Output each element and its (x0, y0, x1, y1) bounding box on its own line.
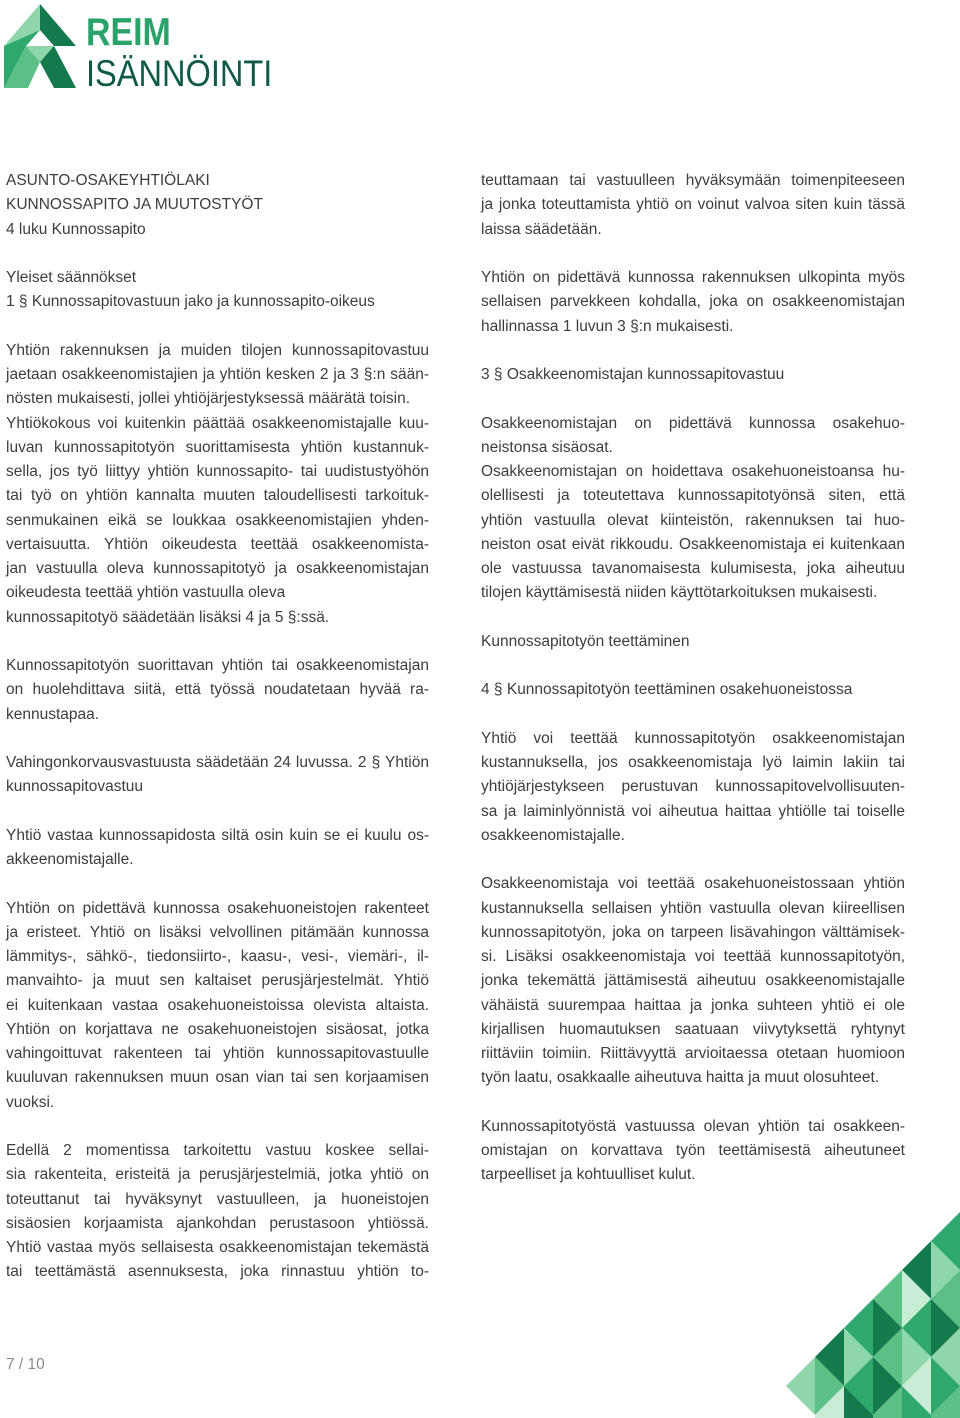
text-line: kustannuksella sellaisen yhtiön vastuulla olevan kiireellisen (481, 899, 905, 917)
text-line: tai työ on yhtiön kannalta muuten taloudellisesti tarkoituk- (6, 487, 429, 505)
text-line: 3 § Osakkeenomistajan kunnossapitovastuu (481, 366, 785, 383)
paragraph (6, 169, 429, 193)
text-line: toteuttanut tai hyväksynyt vastuulleen, ja huoneistojen (6, 1190, 429, 1208)
paragraph (6, 897, 429, 1115)
text-line: oikeudesta teettää yhtiön vastuulla oleva (6, 584, 286, 602)
text-block (6, 1139, 429, 1285)
text-line: ja eristeet. Yhtiö on lisäksi velvollinen pitämään kunnossa (6, 923, 429, 941)
text-line: neiston osat eivät rikkoudu. Osakkeenomistaja ei kuitenkaan (481, 535, 905, 553)
paragraph (481, 1115, 905, 1188)
text-line: tai teettämästä asennuksesta, joka rinnastuu yhtiön to- (6, 1263, 429, 1281)
text-block (481, 1115, 905, 1188)
paragraph (481, 630, 905, 654)
paragraph (481, 872, 905, 1090)
paragraph (481, 412, 905, 461)
text-line: Yhtiön rakennuksen ja muiden tilojen kunnossapitovastuu (6, 341, 429, 359)
text-line: Yhtiön on pidettävä kunnossa rakennuksen ulkopinta myös (481, 269, 905, 286)
text-line: Vahingonkorvausvastuusta säädetään 24 luvussa. 2 § Yhtiön (6, 754, 429, 771)
text-line: kirjallisen huomautuksen saatuaan viivytyksettä ryhtynyt (481, 1020, 905, 1038)
reim-logo-icon (4, 4, 76, 88)
text-block (481, 678, 905, 702)
text-block (481, 169, 905, 242)
text-line: Yleiset säännökset (6, 269, 137, 286)
text-line: akkeenomistajalle. (6, 851, 134, 868)
text-line: jonka tekemättä jättämisestä aiheutuu osakkeenomistajalle (481, 972, 905, 990)
text-line: sia rakenteita, eristeitä ja perusjärjestelmiä, jotka yhtiö on (6, 1166, 429, 1184)
text-line: kennustapaa. (6, 705, 100, 723)
paragraph (481, 678, 905, 702)
paragraph (6, 218, 429, 242)
text-line: Yhtiön on korjattava ne osakehuoneistojen sisäosat, jotka (6, 1020, 429, 1038)
text-line: sella, jos työ liittyy yhtiön kunnossapito- tai uudistustyöhön (6, 463, 429, 480)
text-line: ei kuitenkaan vastaa osakehuoneistoissa olevista altaista. (6, 996, 429, 1014)
text-line: luvan kunnossapitotyön suorittamisesta yhtiön kustannuk- (6, 438, 429, 456)
corner-triangle-pattern-icon (760, 1200, 960, 1418)
text-block (6, 169, 429, 242)
text-block (481, 412, 905, 606)
text-line: nösten mukaisesti, jollei yhtiöjärjestyksessä määrätä toisin. (6, 390, 411, 408)
brand-name-isannointi: ISÄNNÖINTI (86, 53, 273, 94)
text-line: KUNNOSSAPITO JA MUUTOSTYÖT (6, 196, 263, 214)
text-line: Kunnossapitotyön suorittavan yhtiön tai osakkeenomistajan (6, 657, 429, 674)
text-line: riittäviin toimiin. Riittävyyttä arvioitaessa otetaan huomioon (481, 1045, 905, 1062)
text-block (6, 266, 429, 315)
text-line: sisäosien korjaamista ajankohdan perustasoon yhtiössä. (6, 1214, 429, 1232)
text-line: jan vastuulla oleva kunnossapitotyö ja osakkeenomistajan (6, 560, 429, 577)
logo-triangle (40, 4, 76, 46)
text-line: vahingoittuvat rakenteen tai yhtiön kunnossapitovastuulle (6, 1045, 429, 1062)
text-line: olellisesti ja toteutettava kunnossapitotyönsä siten, että (481, 487, 905, 505)
paragraph (6, 654, 429, 727)
text-line: laissa säädetään. (481, 220, 602, 238)
text-block (481, 363, 905, 387)
text-line: 1 § Kunnossapitovastuun jako ja kunnossapito-oikeus (6, 293, 375, 311)
text-block (6, 897, 429, 1115)
text-line: Edellä 2 momentissa tarkoitettu vastuu koskee sellai- (6, 1142, 429, 1159)
text-line: kunnossapitotyön, joka on tarpeen lisävahingon välttämisek- (481, 923, 905, 941)
paragraph (6, 193, 429, 217)
paragraph (6, 339, 429, 412)
text-line: Yhtiö vastaa myös sellaisesta osakkeenomistajan tekemästä (6, 1239, 429, 1256)
text-line: Yhtiö vastaa kunnossapidosta siltä osin kuin se ei kuulu os- (6, 826, 429, 844)
text-line: vuoksi. (6, 1093, 55, 1111)
paragraph (481, 169, 905, 242)
text-line: vähäistä suurempaa haittaa ja jonka suhteen yhtiö ei ole (481, 996, 905, 1014)
text-line: osakkeenomistajalle. (481, 826, 625, 844)
text-line: vertaisuutta. Yhtiön oikeudesta teettää osakkeenomista- (6, 535, 429, 553)
text-block (6, 751, 429, 800)
text-line: senmukainen eikä se loukkaa osakkeenomistajien yhden- (6, 511, 429, 529)
paragraph (481, 266, 905, 339)
text-line: 4 § Kunnossapitotyön teettäminen osakehuoneistossa (481, 681, 853, 699)
text-line: Osakkeenomistaja voi teettää osakehuoneistossaan yhtiön (481, 875, 905, 893)
text-line: 4 luku Kunnossapito (6, 220, 146, 238)
text-line: hallinnassa 1 luvun 3 §:n mukaisesti. (481, 317, 734, 335)
paragraph (6, 824, 429, 873)
text-line: tarpeelliset ja kohtuulliset kulut. (481, 1166, 696, 1184)
text-line: kuuluvan rakennuksen muun osan vian tai sen korjaamisen (6, 1069, 429, 1087)
paragraph (6, 1139, 429, 1285)
text-line: neistonsa sisäosat. (481, 438, 613, 456)
text-line: ja jonka toteuttamista yhtiö on voinut valvoa siten kuin tässä (481, 196, 905, 214)
paragraph (6, 606, 429, 630)
paragraph (481, 363, 905, 387)
text-line: yhtiöjärjestykseen perustuvan kunnossapitovelvollisuuten- (481, 778, 905, 796)
text-line: Kunnossapitotyön teettäminen (481, 632, 690, 650)
text-line: Yhtiökokous voi kuitenkin päättää osakkeenomistajalle kuu- (6, 414, 429, 432)
text-line: yhtiön vastuulla olevat kiinteistön, rakennuksen tai huo- (481, 511, 905, 529)
text-line: omistajan on korvattava työn teettämisestä aiheutuneet (481, 1142, 905, 1159)
text-block (481, 630, 905, 654)
text-line: Kunnossapitotyöstä vastuussa olevan yhtiön tai osakkeen- (481, 1117, 905, 1135)
text-block (6, 339, 429, 630)
text-line: Yhtiö voi teettää kunnossapitotyön osakkeenomistajan (481, 729, 905, 747)
text-block (481, 266, 905, 339)
page-number: 7 / 10 (6, 1356, 45, 1373)
text-line: lämmitys-, sähkö-, tiedonsiirto-, kaasu-, vesi-, viemäri-, il- (6, 948, 429, 965)
brand-name-reim: REIM (86, 11, 171, 54)
text-line: si. Lisäksi osakkeenomistaja voi teettää kunnossapitotyön, (481, 948, 905, 965)
text-line: on huolehdittava siitä, että työssä noudatetaan hyvää ra- (6, 681, 429, 699)
text-line: ASUNTO-OSAKEYHTIÖLAKI (6, 172, 210, 189)
text-line: Osakkeenomistajan on hoidettava osakehuoneistoansa hu- (481, 463, 905, 480)
paragraph (6, 412, 429, 606)
text-line: kustannuksella, jos osakkeenomistaja lyö laimin lakiin tai (481, 754, 905, 771)
text-line: manvaihto- ja muut sen kaltaiset perusjärjestelmät. Yhtiö (6, 972, 429, 990)
text-line: sellaisen parvekkeen kohdalla, joka on osakkeenomistajan (481, 293, 905, 311)
text-line: työn laatu, osakkaalle aiheutuva haitta ja muut olosuhteet. (481, 1069, 880, 1087)
text-line: Osakkeenomistajan on pidettävä kunnossa osakehuo- (481, 414, 905, 432)
left-text-column (6, 169, 429, 1285)
text-line: sa ja laiminlyönnistä voi aiheutua haittaa yhtiölle tai toiselle (481, 802, 905, 820)
text-line: tilojen käyttämisestä niiden käyttötarkoituksen mukaisesti. (481, 584, 878, 602)
text-line: Yhtiön on pidettävä kunnossa osakehuoneistojen rakenteet (6, 899, 429, 917)
text-block (6, 824, 429, 873)
paragraph (6, 751, 429, 800)
text-block (481, 727, 905, 848)
paragraph (481, 727, 905, 848)
paragraph (481, 460, 905, 606)
text-line: jaetaan osakkeenomistajien ja yhtiön kesken 2 ja 3 §:n sään- (6, 366, 429, 383)
right-text-column (481, 169, 905, 1188)
text-block (6, 654, 429, 727)
corner-triangle (786, 1357, 815, 1415)
paragraph (6, 266, 429, 290)
text-block (481, 872, 905, 1090)
text-line: ole vastuussa tavanomaisesta kulumisesta, joka aiheutuu (481, 560, 905, 577)
text-line: kunnossapitotyö säädetään lisäksi 4 ja 5 §:ssä. (6, 608, 330, 626)
text-line: kunnossapitovastuu (6, 778, 144, 796)
text-line: teuttamaan tai vastuulleen hyväksymään toimenpiteeseen (481, 172, 905, 189)
paragraph (6, 290, 429, 314)
